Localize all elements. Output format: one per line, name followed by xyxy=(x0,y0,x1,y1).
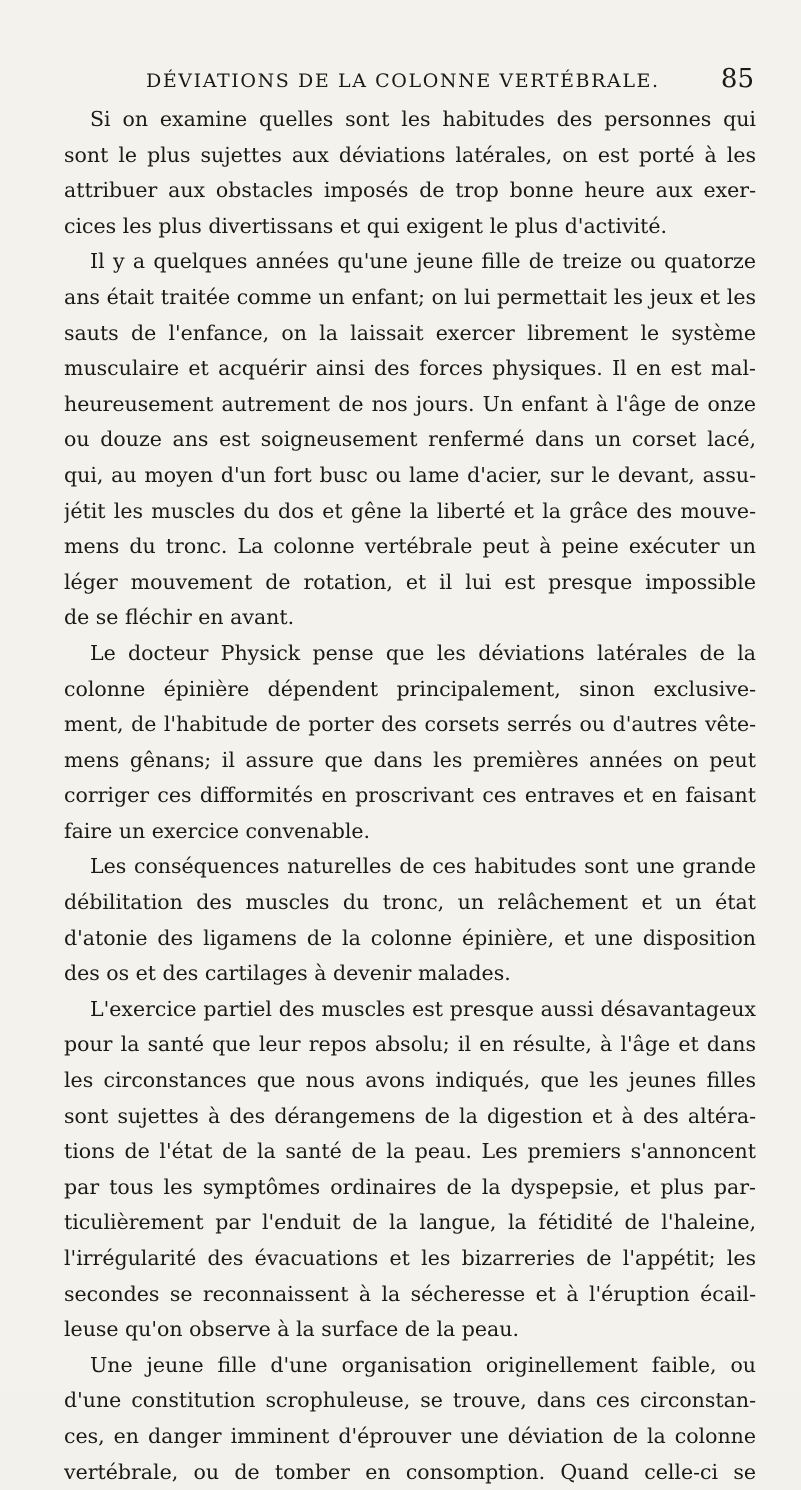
text-line: qui, au moyen d'un fort busc ou lame d'acier, sur le devant, assu- xyxy=(64,462,756,487)
paragraph xyxy=(64,636,756,850)
text-line: ans était traitée comme un enfant; on lui permettait les jeux et les xyxy=(64,284,756,309)
text-line: colonne épinière dépendent principalement, sinon exclusive- xyxy=(64,676,756,701)
text-line: débilitation des muscles du tronc, un relâchement et un état xyxy=(64,890,756,915)
text-line: vertébrale, ou de tomber en consomption. Quand celle-ci se xyxy=(64,1459,756,1484)
text-line: d'atonie des ligamens de la colonne épinière, et une disposition xyxy=(64,925,756,950)
text-line: tions de l'état de la santé de la peau. Les premiers s'annoncent xyxy=(64,1139,756,1164)
text-line: secondes se reconnaissent à la sécheresse et à l'éruption écail- xyxy=(64,1281,756,1306)
text-line: Une jeune fille d'une organisation originellement faible, ou xyxy=(90,1352,756,1377)
text-line: mens gênans; il assure que dans les premières années on peut xyxy=(64,747,756,772)
paragraph xyxy=(64,992,756,1348)
text-line: Si on examine quelles sont les habitudes des personnes qui xyxy=(90,107,756,131)
text-line: ticulièrement par l'enduit de la langue, la fétidité de l'haleine, xyxy=(64,1210,756,1235)
text-line: sauts de l'enfance, on la laissait exercer librement le système xyxy=(64,320,756,345)
text-line: d'une constitution scrophuleuse, se trouve, dans ces circonstan- xyxy=(64,1388,756,1413)
text-line: faire un exercice convenable. xyxy=(64,818,371,843)
text-line: L'exercice partiel des muscles est presque aussi désavantageux xyxy=(90,996,756,1021)
text-line: ces, en danger imminent d'éprouver une déviation de la colonne xyxy=(64,1423,756,1448)
body-text xyxy=(64,102,756,1490)
text-line: corriger ces difformités en proscrivant ces entraves et en faisant xyxy=(64,783,756,808)
paragraph xyxy=(64,1348,756,1490)
text-line: des os et des cartilages à devenir malades. xyxy=(64,961,511,986)
running-title: DÉVIATIONS DE LA COLONNE VERTÉBRALE. xyxy=(146,70,660,92)
paragraph xyxy=(64,244,756,636)
text-line: sont sujettes à des dérangemens de la digestion et à des altéra- xyxy=(64,1103,756,1128)
text-line: ou douze ans est soigneusement renfermé dans un corset lacé, xyxy=(64,427,756,452)
text-line: pour la santé que leur repos absolu; il en résulte, à l'âge et dans xyxy=(64,1032,756,1057)
text-line: de se fléchir en avant. xyxy=(64,605,295,630)
paragraph xyxy=(64,849,756,991)
text-line: sont le plus sujettes aux déviations latérales, on est porté à les xyxy=(64,142,756,167)
text-line: léger mouvement de rotation, et il lui est presque impossible xyxy=(64,569,756,594)
text-line: Les conséquences naturelles de ces habitudes sont une grande xyxy=(90,854,756,879)
text-line: cices les plus divertissans et qui exigent le plus d'activité. xyxy=(64,213,667,238)
paragraph xyxy=(64,102,756,244)
text-line: les circonstances que nous avons indiqués, que les jeunes filles xyxy=(64,1068,756,1093)
page-number: 85 xyxy=(720,64,754,94)
text-line: l'irrégularité des évacuations et les bizarreries de l'appétit; les xyxy=(64,1246,756,1270)
text-line: Le docteur Physick pense que les déviations latérales de la xyxy=(90,640,756,665)
text-line: musculaire et acquérir ainsi des forces physiques. Il en est mal- xyxy=(64,356,756,381)
text-line: ment, de l'habitude de porter des corsets serrés ou d'autres vête- xyxy=(64,712,756,737)
text-line: attribuer aux obstacles imposés de trop bonne heure aux exer- xyxy=(64,178,756,203)
text-line: Il y a quelques années qu'une jeune fille de treize ou quatorze xyxy=(90,249,756,274)
running-head xyxy=(64,66,754,100)
text-line: par tous les symptômes ordinaires de la dyspepsie, et plus par- xyxy=(64,1174,756,1199)
text-line: leuse qu'on observe à la surface de la peau. xyxy=(64,1317,519,1342)
text-line: jétit les muscles du dos et gêne la liberté et la grâce des mouve- xyxy=(64,498,756,523)
text-line: mens du tronc. La colonne vertébrale peut à peine exécuter un xyxy=(64,534,756,559)
text-line: heureusement autrement de nos jours. Un enfant à l'âge de onze xyxy=(64,391,756,416)
